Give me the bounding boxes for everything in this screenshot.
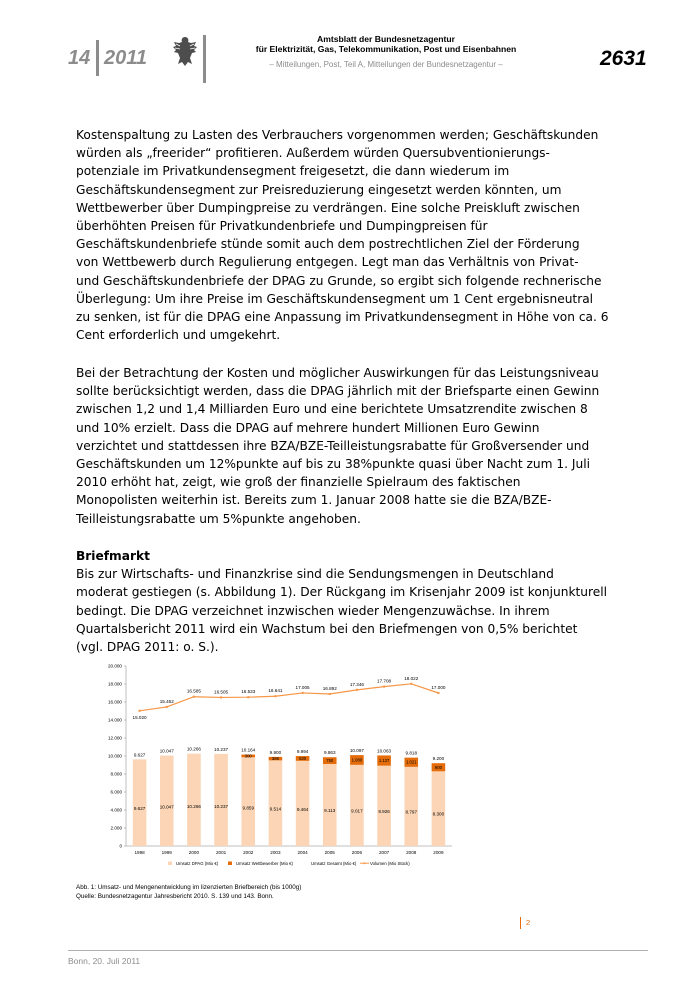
legend-swatch bbox=[168, 862, 172, 866]
data-label-volumen: 16.533 bbox=[241, 689, 256, 695]
journal-title: Amtsblatt der Bundesnetzagentur bbox=[317, 34, 455, 44]
text-line: bedingt. Die DPAG verzeichnet inzwischen wieder Mengenzuwächse. In ihrem bbox=[76, 603, 550, 618]
data-label-wettbewerber: 1.137 bbox=[378, 758, 390, 764]
data-label-volumen: 18.022 bbox=[404, 675, 419, 681]
data-label-dpag: 8.797 bbox=[405, 809, 417, 815]
text-line: Quartalsbericht 2011 wird ein Wachstum bei den Briefmengen von 0,5% berichtet bbox=[76, 621, 578, 636]
y-tick-label: 6.000 bbox=[110, 789, 122, 795]
y-tick-label: 10.000 bbox=[107, 753, 122, 759]
y-tick-label: 0 bbox=[119, 843, 122, 849]
text-line: Cent erforderlich und umgekehrt. bbox=[76, 328, 281, 343]
x-tick-label: 2006 bbox=[351, 850, 363, 855]
x-tick-label: 2004 bbox=[297, 850, 308, 855]
x-tick-label: 2005 bbox=[324, 850, 335, 855]
point-volumen bbox=[247, 696, 249, 698]
data-label-volumen: 17.346 bbox=[349, 681, 364, 687]
bar-umsatz-dpag bbox=[269, 760, 283, 846]
data-label-total: 9.994 bbox=[296, 749, 309, 755]
text-line: 2010 erhöht hat, zeigt, wie groß der finanzielle Spielraum des faktischen bbox=[76, 475, 521, 490]
data-label-wettbewerber: 386 bbox=[271, 756, 279, 762]
data-label-volumen: 17.708 bbox=[377, 678, 392, 684]
y-tick-label: 2.000 bbox=[110, 825, 122, 831]
journal-section: – Mitteilungen, Post, Teil A, Mitteilungen der Bundesnetzagentur – bbox=[269, 60, 503, 69]
data-label-dpag: 9.627 bbox=[133, 806, 146, 812]
data-label-total: 10.063 bbox=[377, 748, 392, 754]
point-volumen bbox=[193, 696, 195, 698]
text-line: sollte berücksichtigt werden, dass die DPAG jährlich mit der Briefsparte einen Gewinn bbox=[76, 384, 600, 399]
data-label-volumen: 17.000 bbox=[431, 685, 446, 690]
data-label-total: 9.200 bbox=[432, 756, 445, 762]
page-marker bbox=[520, 917, 521, 929]
issue-year: 2011 bbox=[104, 47, 148, 69]
data-label-volumen: 16.641 bbox=[268, 688, 283, 694]
text-line: moderat gestiegen (s. Abbildung 1). Der Rückgang im Krisenjahr 2009 ist konjunkturell bbox=[76, 585, 608, 600]
federal-eagle-icon bbox=[170, 34, 200, 70]
text-line: potenziale im Privatkundensegment freigesetzt, die dann wiederum im bbox=[76, 164, 510, 179]
footer-place-date: Bonn, 20. Juli 2011 bbox=[68, 956, 141, 966]
bar-umsatz-dpag bbox=[187, 754, 201, 846]
data-label-volumen: 16.505 bbox=[214, 689, 229, 695]
point-volumen bbox=[410, 683, 412, 685]
x-tick-label: 2002 bbox=[243, 850, 254, 855]
data-label-total: 9.900 bbox=[269, 749, 282, 755]
y-tick-label: 12.000 bbox=[107, 735, 122, 741]
revenue-volume-chart bbox=[100, 660, 460, 876]
legend-label: Umsatz DPAG (Mio €) bbox=[176, 861, 219, 866]
figure-caption: Abb. 1: Umsatz- und Mengenentwicklung im lizenzierten Briefbereich (bis 1000g) bbox=[76, 884, 302, 891]
data-label-dpag: 8.926 bbox=[378, 808, 390, 814]
issue-number: 14 bbox=[68, 47, 91, 69]
text-line: Teilleistungsrabatte um 5%punkte angehoben. bbox=[76, 511, 361, 526]
text-line: Monopolisten weiterhin ist. Bereits zum 1. Januar 2008 hatte sie die BZA/BZE- bbox=[76, 493, 552, 508]
data-label-dpag: 10.266 bbox=[186, 803, 201, 809]
text-line: Bis zur Wirtschafts- und Finanzkrise sind die Sendungsmengen in Deutschland bbox=[76, 567, 554, 582]
text-line: von Wettbewerb durch Regulierung entgegen. Legt man das Verhältnis von Privat- bbox=[76, 255, 579, 270]
data-label-dpag: 9.514 bbox=[269, 806, 282, 812]
paragraph bbox=[76, 126, 609, 344]
text-line: verzichtet und stattdessen ihre BZA/BZE-Teilleistungsrabatte für Großversender und bbox=[76, 438, 590, 453]
data-label-wettbewerber: 1.021 bbox=[406, 759, 417, 765]
data-label-total: 10.097 bbox=[349, 748, 364, 754]
point-volumen bbox=[166, 706, 168, 708]
data-label-volumen: 15.020 bbox=[132, 714, 147, 720]
text-line: Geschäftskunden um 12%punkte auf bis zu 38%punkte quasi über Nacht zum 1. Juli bbox=[76, 457, 590, 472]
page-number: 2631 bbox=[600, 47, 647, 70]
data-label-wettbewerber: 900 bbox=[434, 764, 442, 770]
y-tick-label: 20.000 bbox=[107, 663, 122, 669]
data-label-wettbewerber: 530 bbox=[299, 755, 307, 761]
y-tick-label: 8.000 bbox=[110, 771, 122, 777]
bar-umsatz-dpag bbox=[214, 754, 228, 846]
text-line: würden als „freerider“ profitieren. Außerdem würden Quersubventionierungs- bbox=[76, 146, 550, 161]
data-label-volumen: 16.585 bbox=[186, 688, 201, 694]
legend-swatch bbox=[228, 862, 232, 866]
x-tick-label: 1998 bbox=[134, 850, 145, 855]
text-line: zu senken, ist für die DPAG eine Anpassung im Privatkundensegment in Höhe von ca. 6 bbox=[76, 310, 609, 325]
bar-umsatz-dpag bbox=[296, 761, 310, 846]
y-tick-label: 4.000 bbox=[110, 807, 122, 813]
section-heading: Briefmarkt bbox=[76, 549, 150, 563]
data-label-volumen: 16.892 bbox=[322, 685, 337, 691]
bar-umsatz-dpag bbox=[241, 757, 255, 846]
data-label-dpag: 10.047 bbox=[159, 804, 174, 810]
bar-umsatz-dpag bbox=[133, 759, 147, 846]
x-tick-label: 1999 bbox=[161, 850, 172, 855]
data-label-dpag: 9.859 bbox=[242, 805, 254, 811]
text-line: und Geschäftskundenbriefe der DPAG zu Grunde, so ergibt sich folgende rechnerische bbox=[76, 273, 602, 288]
legend-label: Volumen (Mio Stück) bbox=[370, 861, 410, 866]
point-volumen bbox=[356, 689, 358, 691]
figure-source: Quelle: Bundesnetzagentur Jahresbericht 2010. S. 139 und 143. Bonn. bbox=[76, 893, 274, 900]
legend-swatch bbox=[364, 862, 366, 864]
header-divider bbox=[96, 40, 99, 76]
point-volumen bbox=[329, 693, 331, 695]
bar-umsatz-dpag bbox=[404, 767, 418, 846]
text-line: (vgl. DPAG 2011: o. S.). bbox=[76, 640, 219, 655]
y-tick-label: 14.000 bbox=[107, 717, 122, 723]
section-briefmarkt bbox=[76, 547, 608, 656]
data-label-wettbewerber: 300 bbox=[244, 753, 252, 759]
text-line: und 10% erzielt. Dass die DPAG auf mehrere hundert Millionen Euro Gewinn bbox=[76, 420, 540, 435]
bar-umsatz-dpag bbox=[432, 771, 446, 846]
point-volumen bbox=[220, 696, 222, 698]
text-line: Geschäftskundensegment zur Preisreduzierung eingesetzt werden könnten, um bbox=[76, 182, 562, 197]
text-line: Bei der Betrachtung der Kosten und möglicher Auswirkungen für das Leistungsniveau bbox=[76, 366, 599, 380]
point-volumen bbox=[274, 695, 276, 697]
bar-umsatz-dpag bbox=[377, 766, 391, 846]
paragraph bbox=[76, 364, 600, 528]
x-tick-label: 2003 bbox=[270, 850, 281, 855]
bar-umsatz-dpag bbox=[350, 765, 364, 846]
text-line: überhöhten Preisen für Privatkundenbriefe und Dumpingpreisen für bbox=[76, 219, 488, 234]
x-tick-label: 2001 bbox=[215, 850, 227, 855]
text-line: Wettbewerber über Dumpingpreise zu verdrängen. Eine solche Preiskluft zwischen bbox=[76, 200, 580, 215]
x-tick-label: 2007 bbox=[378, 850, 390, 855]
x-tick-label: 2008 bbox=[406, 850, 417, 855]
data-label-total: 9.818 bbox=[405, 750, 417, 756]
text-line: Überlegung: Um ihre Preise im Geschäftskundensegment um 1 Cent ergebnisneutral bbox=[76, 291, 594, 306]
footer-divider bbox=[68, 950, 648, 951]
data-label-total: 10.266 bbox=[186, 746, 201, 752]
bar-umsatz-dpag bbox=[160, 756, 174, 846]
data-label-total: 10.047 bbox=[159, 748, 174, 754]
legend-label: Umsatz Wettbewerber (Mio €) bbox=[236, 861, 293, 866]
local-page-number: 2 bbox=[526, 918, 531, 927]
bar-umsatz-dpag bbox=[323, 764, 337, 846]
data-label-total: 9.863 bbox=[324, 750, 336, 756]
data-label-dpag: 9.113 bbox=[324, 808, 336, 814]
text-line: Geschäftskundenbriefe stünde somit auch dem postrechtlichen Ziel der Förderung bbox=[76, 237, 580, 252]
data-label-volumen: 15.452 bbox=[159, 698, 174, 704]
data-label-volumen: 17.005 bbox=[295, 684, 310, 690]
data-label-wettbewerber: 1.080 bbox=[351, 757, 363, 763]
data-label-total: 9.627 bbox=[133, 752, 146, 758]
y-tick-label: 16.000 bbox=[107, 699, 122, 705]
legend-label: Umsatz Gesamt (Mio €) bbox=[311, 861, 357, 866]
point-volumen bbox=[383, 685, 385, 687]
data-label-dpag: 9.464 bbox=[296, 806, 309, 812]
x-tick-label: 2000 bbox=[188, 850, 200, 855]
point-volumen bbox=[301, 692, 303, 694]
data-label-dpag: 9.017 bbox=[351, 808, 363, 814]
journal-subtitle: für Elektrizität, Gas, Telekommunikation, Post und Eisenbahnen bbox=[255, 44, 517, 54]
data-label-dpag: 10.237 bbox=[214, 803, 229, 809]
data-label-dpag: 8.300 bbox=[432, 811, 445, 817]
data-label-wettbewerber: 750 bbox=[326, 758, 334, 764]
point-volumen bbox=[138, 710, 140, 712]
y-tick-label: 18.000 bbox=[107, 681, 122, 687]
text-line: Kostenspaltung zu Lasten des Verbrauchers vorgenommen werden; Geschäftskunden bbox=[76, 128, 599, 142]
point-volumen bbox=[437, 692, 439, 694]
data-label-total: 10.164 bbox=[241, 747, 256, 753]
text-line: zwischen 1,2 und 1,4 Milliarden Euro und eine berichtete Umsatzrendite zwischen 8 bbox=[76, 402, 588, 417]
x-tick-label: 2009 bbox=[433, 850, 444, 855]
data-label-total: 10.237 bbox=[214, 746, 229, 752]
